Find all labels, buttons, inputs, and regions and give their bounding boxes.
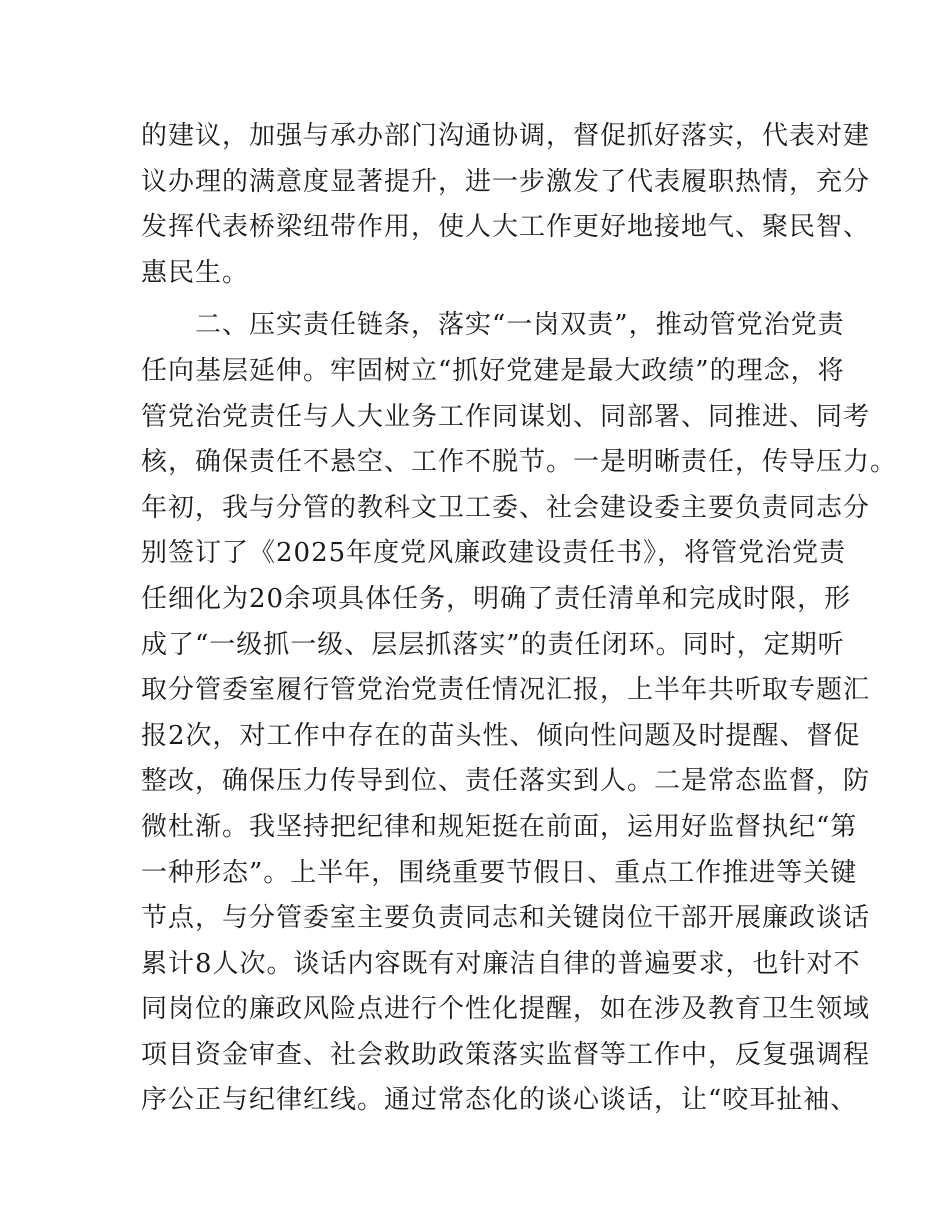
text-line: 累计8人次。谈话内容既有对廉洁自律的普遍要求，也针对不 xyxy=(141,948,861,979)
text-line: 任向基层延伸。牢固树立“抓好党建是最大政绩”的理念，将 xyxy=(141,355,845,386)
text-line: 任细化为20余项具体任务，明确了责任清单和完成时限，形 xyxy=(141,583,852,614)
text-line: 项目资金审查、社会救助政策落实监督等工作中，反复强调程 xyxy=(141,1039,871,1070)
text-line: 成了“一级抓一级、层层抓落实”的责任闭环。同时，定期听 xyxy=(141,629,845,660)
text-line: 序公正与纪律红线。通过常态化的谈心谈话，让“咬耳扯袖、 xyxy=(141,1085,858,1116)
text-line: 核，确保责任不悬空、工作不脱节。一是明晰责任，传导压力。 xyxy=(141,447,898,478)
text-line: 取分管委室履行管党治党责任情况汇报，上半年共听取专题汇 xyxy=(141,675,871,706)
body-text xyxy=(141,114,898,1124)
text-line: 别签订了《2025年度党风廉政建设责任书》，将管党治党责 xyxy=(141,538,847,569)
text-line: 发挥代表桥梁纽带作用，使人大工作更好地接地气、聚民智、 xyxy=(141,212,871,243)
paragraph-gap xyxy=(141,296,821,303)
text-line: 二、压实责任链条，落实“一岗双责”，推动管党治党责 xyxy=(141,310,845,341)
text-line: 管党治党责任与人大业务工作同谋划、同部署、同推进、同考 xyxy=(141,401,871,432)
text-line: 一种形态”。上半年，围绕重要节假日、重点工作推进等关键 xyxy=(141,857,858,888)
text-line: 报2次，对工作中存在的苗头性、倾向性问题及时提醒、督促 xyxy=(141,720,861,751)
paragraph-1 xyxy=(141,114,871,296)
text-line: 节点，与分管委室主要负责同志和关键岗位干部开展廉政谈话 xyxy=(141,903,871,934)
text-line: 议办理的满意度显著提升，进一步激发了代表履职热情，充分 xyxy=(141,166,871,197)
text-line: 整改，确保压力传导到位、责任落实到人。二是常态监督，防 xyxy=(141,766,871,797)
text-line: 同岗位的廉政风险点进行个性化提醒，如在涉及教育卫生领域 xyxy=(141,994,871,1025)
text-line: 的建议，加强与承办部门沟通协调，督促抓好落实，代表对建 xyxy=(141,121,871,151)
text-line: 年初，我与分管的教科文卫工委、社会建设委主要负责同志分 xyxy=(141,492,871,523)
text-line: 惠民生。 xyxy=(141,257,250,288)
paragraph-2 xyxy=(141,303,898,1124)
text-line: 微杜渐。我坚持把纪律和规矩挺在前面，运用好监督执纪“第 xyxy=(141,811,858,842)
